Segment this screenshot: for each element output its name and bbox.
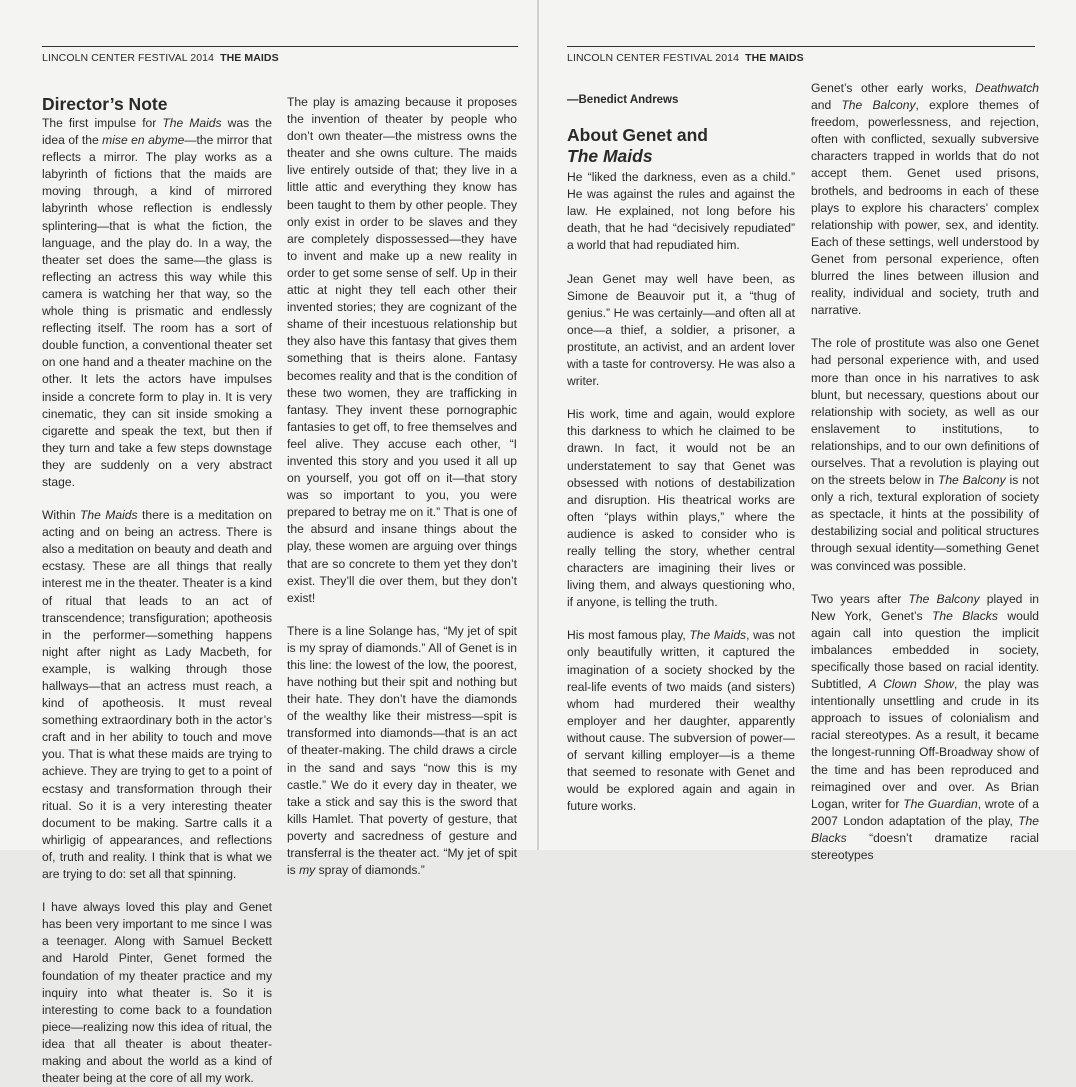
text-run: , wrote of a 2007 London adaptation of the play, — [811, 796, 1039, 828]
show-title: THE MAIDS — [220, 52, 279, 64]
paragraph — [567, 169, 795, 254]
paragraph — [811, 591, 1039, 865]
italic-text: A Clown Show — [868, 677, 955, 692]
left-column-2 — [287, 94, 517, 879]
text-run: , the play was intentionally unsettling and crude in its approach to issues of colonialism and racial stereotypes. As a result, it became the longest-running Off-Broadway show of the time and has been reproduced and reimagined over and over. As Brian Logan, writer for — [811, 677, 1039, 811]
text-run: there is a meditation on acting and on being an actress. There is also a meditation on beauty and death and ecstasy. These are all things that really interest me in the theater. Theater is a kind of ritual that leads to an act of transcendence; transfiguration; apotheosis in the performer—something happens night after night as Lady Macbeth, for example, is walking through those hallways—that an actress must reach, a kind of apotheosis. It must reveal something extraordinary both in the actor’s craft and in her ability to touch and move you. That is what these maids are trying to achieve. They are trying to get to a point of ecstasy and transformation through their ritual. So it is a very interesting theater document to be making. Sartre calls it a whirligig of appearances, and reflections of, truth and reality. I think that is what we are trying to do: set all that spinning. — [42, 508, 272, 882]
text-run: The role of prostitute was also one Genet had personal experience with, and used more than once in his narratives to ask blunt, but necessary, questions about our relationship with society, as well as our enslavement to institutions, to relationships, and to our own definitions of ourselves. That a revolution is playing out on the streets below in — [811, 336, 1039, 488]
text-run: The first impulse for — [42, 116, 163, 130]
text-run: I have always loved this play and Genet has been very important to me since I was a teenager. Along with Samuel Beckett and Harold Pinter, Genet formed the foundation of my theater practice and my inquiry into what theater is. So it is interesting to come back to a foundation piece—realizing now this idea of ritual, the idea that all theater is about theater-making and about the world as a kind of theater being at the core of all my work. — [42, 900, 272, 1086]
paragraph — [567, 627, 795, 815]
italic-text: Deathwatch — [975, 81, 1039, 95]
paragraph — [811, 80, 1039, 319]
text-run: —the mirror that reflects a mirror. The play works as a labyrinth of fictions that the maids are moving through, a kind of mirrored labyrinth whose reflection is endlessly splintering—that is what the fiction, the language, and the play do. In a way, the theater set does the same—the glass is reflecting an actress this way while this camera is watching her that way, so the whole thing is prismatic and endlessly reflecting itself. The room has a sort of double function, a conventional theater set on one hand and a theater machine on the other. It lets the actors have impulses inside a concrete form to play in. It is very cinematic, they can sit inside smoking a cigarette and speak the text, but then if they turn and take a few steps downstage they are suddenly on a very abstract stage. — [42, 133, 272, 489]
festival-label: LINCOLN CENTER FESTIVAL 2014 — [567, 52, 740, 64]
italic-text: The Blacks — [811, 813, 1039, 845]
text-run: spray of diamonds.” — [315, 863, 425, 878]
running-header — [567, 46, 1035, 66]
italic-text: The Balcony — [841, 98, 916, 113]
text-run: , was not only beautifully written, it captured the imagination of a society shocked by the real-life events of two maids (and sisters) whom had murdered their wealthy employer and her daughter, apparently without cause. The subversion of power—of servant killing employer—is a theme that seemed to resonate with Genet and would be explored again and again in future works. — [567, 628, 795, 814]
text-run: He “liked the darkness, even as a child.” He was against the rules and against the law. He explained, not long before his death, that he had “decisively repudiated” a world that had repudiated him. — [567, 170, 795, 253]
italic-text: my — [299, 863, 316, 878]
right-page — [539, 0, 1076, 863]
text-run: is not only a rich, textural exploration of society as spectacle, it hints at the possibility of destabilizing social and political structures through sexual identity—something Genet was convinced was possible. — [811, 473, 1039, 573]
text-run: Genet’s other early works, — [811, 81, 976, 95]
text-run: Within — [42, 508, 81, 523]
byline: —Benedict Andrews — [567, 94, 679, 106]
italic-text: The Blacks — [931, 608, 998, 623]
italic-text: The Balcony — [908, 591, 980, 606]
paragraph — [567, 271, 795, 391]
about-title — [567, 125, 795, 167]
italic-text: The Maids — [689, 628, 747, 643]
right-column-2 — [811, 80, 1039, 864]
text-run: “doesn’t dramatize racial stereotypes — [811, 830, 1039, 863]
about-title-line-2: The Maids — [567, 146, 653, 167]
left-page — [0, 0, 537, 1086]
paragraph — [42, 507, 272, 883]
text-run: His most famous play, — [567, 628, 690, 643]
text-run: would again call into question the implicit imbalances embedded in society, specifically those based on racial identity. Subtitled, — [811, 608, 1039, 692]
paragraph — [42, 115, 272, 491]
paragraph — [567, 406, 795, 611]
text-run: Jean Genet may well have been, as Simone de Beauvoir put it, a “thug of genius.” He was certainly—and often all at once—a thief, a soldier, a prisoner, a prostitute, an activist, and an ardent lover with a taste for controversy. He was also a writer. — [567, 271, 795, 389]
text-run: His work, time and again, would explore this darkness to which he claimed to be drawn. In fact, it would not be an understatement to say that Genet was obsessed with notions of destabilization and disruption. His theatrical works are often “plays within plays,” where the audience is asked to consider who is really telling the story, whether central characters are imagining their lives or living them, and always questioning who, if anyone, is telling the truth. — [567, 407, 795, 610]
text-run: There is a line Solange has, “My jet of spit is my spray of diamonds.” All of Genet is in this line: the lowest of the low, the poorest, have nothing but their spit and nothing but their hate. They don’t have the diamonds of the wealthy like their mistress—spit is transformed into diamonds—that is an act of theater-making. The child draws a circle in the sand and says “now this is my castle.” We do it every day in theater, we take a stick and say this is the sword that kills Hamlet. That poverty of gesture, that poverty and sacredness of gesture and transferral is the theater act. “My jet of spit is — [287, 623, 517, 878]
paragraph — [287, 94, 517, 607]
italic-text: The Balcony — [937, 473, 1006, 488]
text-run: , explore themes of freedom, powerlessness, and rejection, often with conflicted, sexually subversive characters trapped in worlds that do not accept them. Genet used prisons, brothels, and bedrooms in each of these plays to explore his characters’ complex relationship with power, sex, and identity. Each of these settings, well understood by Genet from personal experience, often blurred the lines between illusion and reality, individual and society, truth and narrative. — [811, 98, 1039, 318]
festival-label: LINCOLN CENTER FESTIVAL 2014 — [42, 52, 215, 64]
left-column-1 — [42, 94, 272, 1087]
show-title: THE MAIDS — [745, 52, 804, 64]
text-run: The play is amazing because it proposes the invention of theater by people who don’t own theater—the mistress owns the theater and she owns culture. The maids live entirely outside of that; they live in a little attic and everything they know has been taught to them by other people. They only exist in order to be slaves and they are completely dispossessed—they have to invent and make up a new reality in order to get some sense of self. Up in their attic at night they tell each other their invented stories; they are cognizant of the shame of their incestuous relationship but they also have this fantasy that gives them something that is theirs alone. Fantasy becomes reality and that is the condition of these two women, they are trafficking in fantasy. They invent these pornographic fantasies to get off, to free themselves and feel alive. They accuse each other, “I invented this story and you used it all up on yourself, you got off on it—that story was so important to you, you were prepared to betray me on it.” That is one of the absurd and insane things about the play, these women are arguing over things that are so concrete to them yet they don’t exist. They’ll die over them, but they don’t exist! — [287, 95, 517, 605]
text-run: played in New York, Genet’s — [811, 591, 1039, 623]
paragraph — [287, 623, 517, 879]
italic-text: The Maids — [80, 508, 138, 523]
paragraph — [42, 899, 272, 1087]
text-run: Two years after — [811, 591, 909, 606]
italic-text: The Guardian — [903, 796, 978, 811]
about-title-line-1: About Genet and — [567, 125, 708, 146]
text-run: and — [811, 98, 842, 113]
italic-text: mise en abyme — [102, 133, 185, 148]
right-column-1 — [567, 88, 795, 815]
italic-text: The Maids — [162, 116, 222, 130]
paragraph — [811, 335, 1039, 574]
running-header — [42, 46, 518, 66]
directors-note-title: Director’s Note — [42, 94, 168, 114]
text-run: was the idea of the — [42, 116, 272, 148]
